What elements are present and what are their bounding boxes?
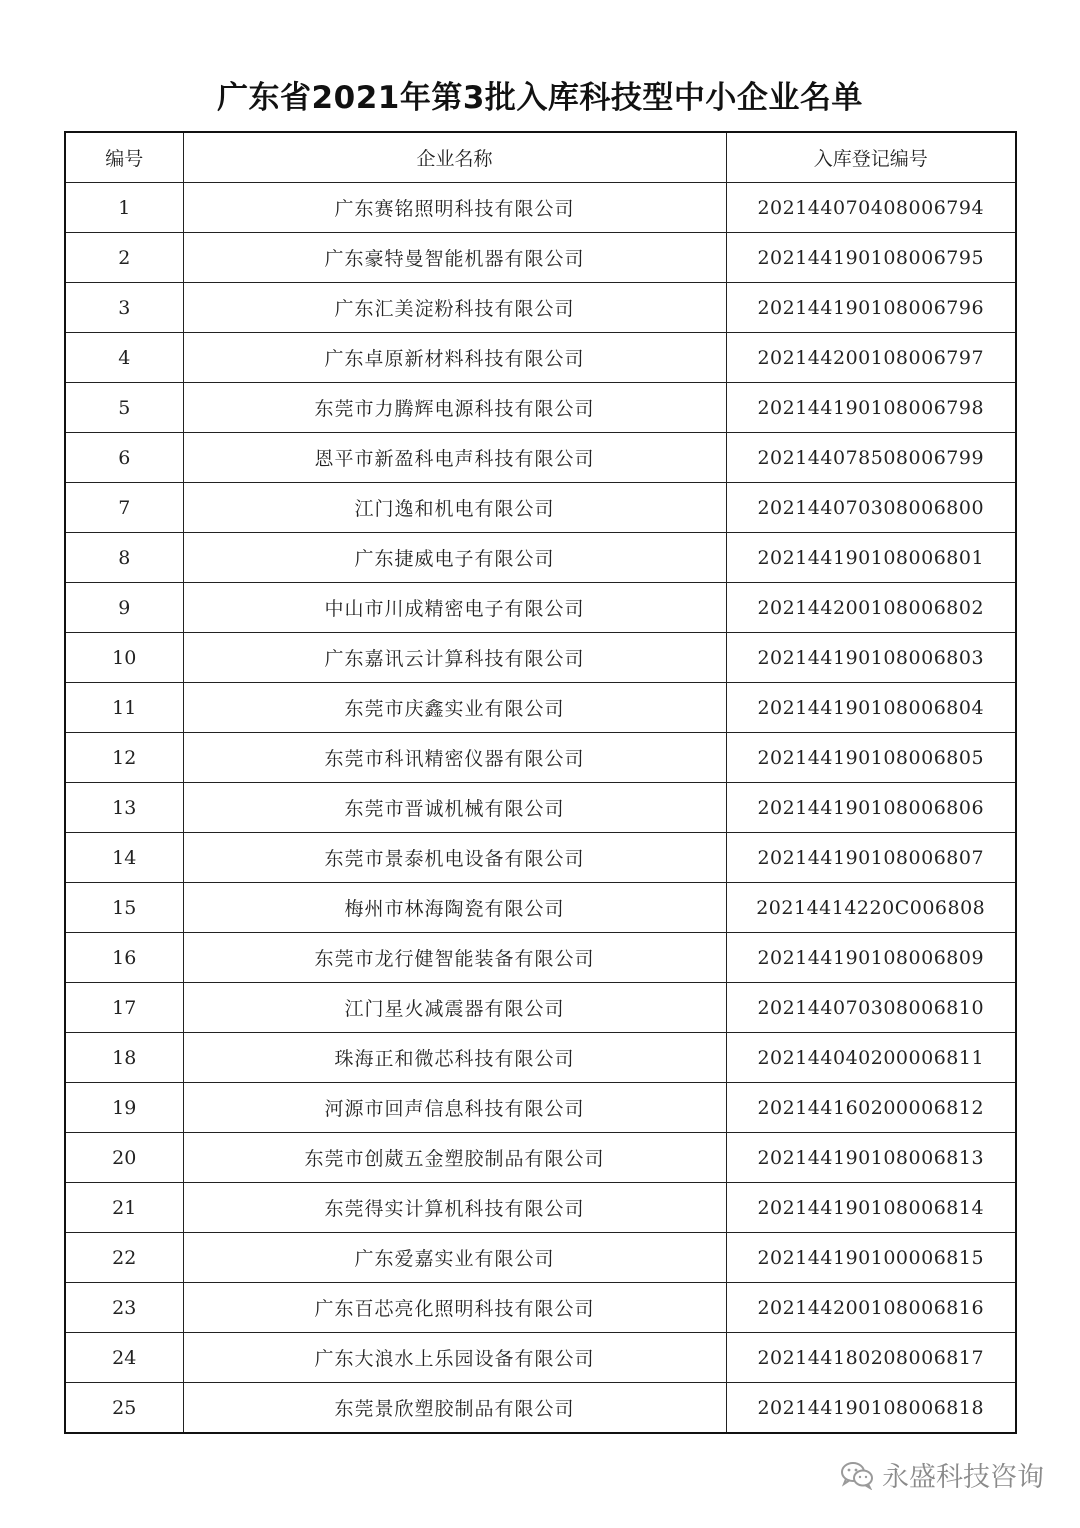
row-number: 8 <box>65 533 183 583</box>
table-row <box>65 1233 1016 1283</box>
company-name: 东莞市科讯精密仪器有限公司 <box>183 733 726 783</box>
registration-number: 202144190108006807 <box>726 833 1016 883</box>
table-row <box>65 1083 1016 1133</box>
table-row <box>65 383 1016 433</box>
table-row <box>65 833 1016 883</box>
registration-number: 202144078508006799 <box>726 433 1016 483</box>
row-number: 21 <box>65 1183 183 1233</box>
company-name: 东莞市景泰机电设备有限公司 <box>183 833 726 883</box>
table-row <box>65 1183 1016 1233</box>
company-name: 广东赛铭照明科技有限公司 <box>183 183 726 233</box>
registration-number: 202144200108006797 <box>726 333 1016 383</box>
row-number: 2 <box>65 233 183 283</box>
row-number: 13 <box>65 783 183 833</box>
company-name: 广东豪特曼智能机器有限公司 <box>183 233 726 283</box>
registration-number: 202144190108006796 <box>726 283 1016 333</box>
registration-number: 202144160200006812 <box>726 1083 1016 1133</box>
row-number: 10 <box>65 633 183 683</box>
company-name: 恩平市新盈科电声科技有限公司 <box>183 433 726 483</box>
table-row <box>65 583 1016 633</box>
registration-number: 202144190108006801 <box>726 533 1016 583</box>
row-number: 23 <box>65 1283 183 1333</box>
company-table <box>64 131 1017 1434</box>
table-row <box>65 933 1016 983</box>
company-name: 东莞景欣塑胶制品有限公司 <box>183 1383 726 1434</box>
registration-number: 20214414220C006808 <box>726 883 1016 933</box>
table-row <box>65 1283 1016 1333</box>
company-name: 东莞市力腾辉电源科技有限公司 <box>183 383 726 433</box>
registration-number: 202144190100006815 <box>726 1233 1016 1283</box>
registration-number: 202144190108006809 <box>726 933 1016 983</box>
company-name: 东莞市龙行健智能装备有限公司 <box>183 933 726 983</box>
watermark-text: 永盛科技咨询 <box>882 1462 1044 1493</box>
row-number: 12 <box>65 733 183 783</box>
row-number: 9 <box>65 583 183 633</box>
registration-number: 202144190108006818 <box>726 1383 1016 1434</box>
table-row <box>65 1033 1016 1083</box>
company-name: 中山市川成精密电子有限公司 <box>183 583 726 633</box>
table-row <box>65 183 1016 233</box>
registration-number: 202144190108006814 <box>726 1183 1016 1233</box>
row-number: 17 <box>65 983 183 1033</box>
registration-number: 202144190108006805 <box>726 733 1016 783</box>
company-name: 江门星火减震器有限公司 <box>183 983 726 1033</box>
table-row <box>65 283 1016 333</box>
table-row <box>65 783 1016 833</box>
registration-number: 202144070308006810 <box>726 983 1016 1033</box>
registration-number: 202144190108006795 <box>726 233 1016 283</box>
company-name: 东莞市晋诚机械有限公司 <box>183 783 726 833</box>
registration-number: 202144190108006813 <box>726 1133 1016 1183</box>
table-row <box>65 1333 1016 1383</box>
table-row <box>65 233 1016 283</box>
company-name: 河源市回声信息科技有限公司 <box>183 1083 726 1133</box>
registration-number: 202144040200006811 <box>726 1033 1016 1083</box>
table-row <box>65 433 1016 483</box>
table-row <box>65 883 1016 933</box>
row-number: 6 <box>65 433 183 483</box>
company-name: 东莞得实计算机科技有限公司 <box>183 1183 726 1233</box>
company-name: 广东卓原新材料科技有限公司 <box>183 333 726 383</box>
table-row <box>65 683 1016 733</box>
row-number: 20 <box>65 1133 183 1183</box>
row-number: 7 <box>65 483 183 533</box>
row-number: 1 <box>65 183 183 233</box>
table-row <box>65 983 1016 1033</box>
table-row <box>65 483 1016 533</box>
table-row <box>65 1133 1016 1183</box>
row-number: 5 <box>65 383 183 433</box>
company-name: 东莞市创葳五金塑胶制品有限公司 <box>183 1133 726 1183</box>
company-name: 广东大浪水上乐园设备有限公司 <box>183 1333 726 1383</box>
table-row <box>65 333 1016 383</box>
document-title: 广东省2021年第3批入库科技型中小企业名单 <box>217 80 863 116</box>
row-number: 19 <box>65 1083 183 1133</box>
company-name: 广东嘉讯云计算科技有限公司 <box>183 633 726 683</box>
registration-number: 202144070408006794 <box>726 183 1016 233</box>
table-row <box>65 533 1016 583</box>
registration-number: 202144190108006798 <box>726 383 1016 433</box>
registration-number: 202144190108006806 <box>726 783 1016 833</box>
row-number: 24 <box>65 1333 183 1383</box>
table-row <box>65 633 1016 683</box>
row-number: 11 <box>65 683 183 733</box>
company-name: 广东爱嘉实业有限公司 <box>183 1233 726 1283</box>
company-name: 江门逸和机电有限公司 <box>183 483 726 533</box>
registration-number: 202144070308006800 <box>726 483 1016 533</box>
row-number: 4 <box>65 333 183 383</box>
wechat-icon <box>840 1460 874 1490</box>
table-row <box>65 1383 1016 1434</box>
header-registration-number: 入库登记编号 <box>726 132 1016 183</box>
table-row <box>65 733 1016 783</box>
registration-number: 202144190108006804 <box>726 683 1016 733</box>
row-number: 15 <box>65 883 183 933</box>
company-name: 梅州市林海陶瓷有限公司 <box>183 883 726 933</box>
registration-number: 202144200108006816 <box>726 1283 1016 1333</box>
company-name: 广东捷威电子有限公司 <box>183 533 726 583</box>
company-name: 广东百芯亮化照明科技有限公司 <box>183 1283 726 1333</box>
row-number: 18 <box>65 1033 183 1083</box>
registration-number: 202144190108006803 <box>726 633 1016 683</box>
company-name: 东莞市庆鑫实业有限公司 <box>183 683 726 733</box>
company-name: 珠海正和微芯科技有限公司 <box>183 1033 726 1083</box>
company-name: 广东汇美淀粉科技有限公司 <box>183 283 726 333</box>
registration-number: 202144180208006817 <box>726 1333 1016 1383</box>
watermark <box>840 1455 1044 1494</box>
header-company-name: 企业名称 <box>183 132 726 183</box>
row-number: 22 <box>65 1233 183 1283</box>
row-number: 25 <box>65 1383 183 1434</box>
registration-number: 202144200108006802 <box>726 583 1016 633</box>
header-number: 编号 <box>65 132 183 183</box>
row-number: 14 <box>65 833 183 883</box>
table-header-row <box>65 132 1016 183</box>
row-number: 16 <box>65 933 183 983</box>
row-number: 3 <box>65 283 183 333</box>
